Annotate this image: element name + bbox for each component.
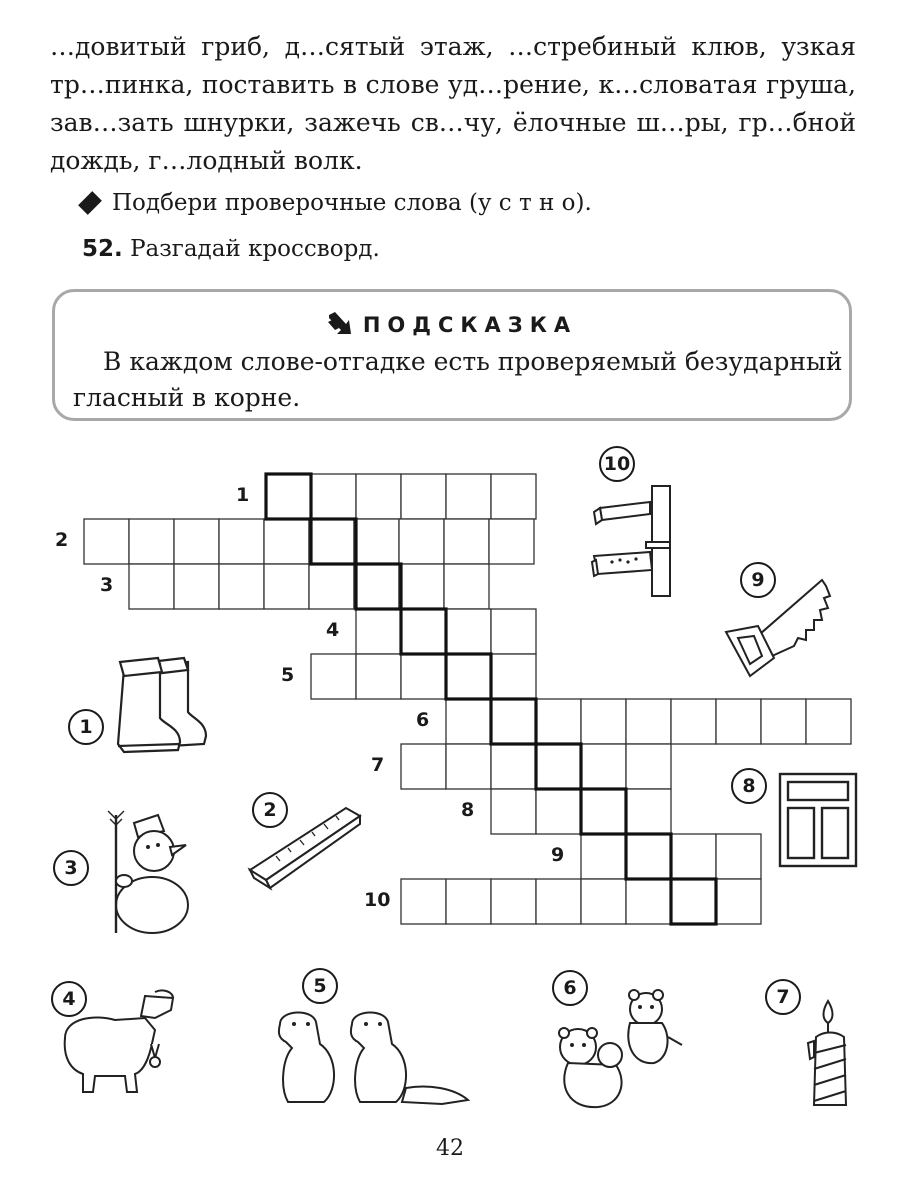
- crossword-cell[interactable]: [716, 699, 761, 744]
- felt-boots-icon: [110, 652, 210, 757]
- crossword-cell[interactable]: [491, 654, 536, 699]
- saw-icon: [722, 574, 842, 684]
- bear-cubs-icon: [550, 985, 685, 1113]
- crossword-cell[interactable]: [399, 519, 444, 564]
- row-label-5: 5: [281, 664, 295, 686]
- exercise-line-3: зав…зать шнурки, зажечь св…чу, ёлочные ш…ры, гр…бной: [50, 108, 856, 137]
- crossword-cell[interactable]: [491, 474, 536, 519]
- picture-number-2: 2: [252, 792, 288, 828]
- crossword-cell[interactable]: [174, 519, 219, 564]
- crossword-cell[interactable]: [219, 564, 264, 609]
- crossword-cell[interactable]: [671, 699, 716, 744]
- crossword-cell[interactable]: [356, 654, 401, 699]
- picture-number-9: 9: [740, 562, 776, 598]
- beavers-icon: [272, 1004, 472, 1108]
- crossword-cell[interactable]: [761, 699, 806, 744]
- row-label-7: 7: [371, 754, 385, 776]
- crossword-cell[interactable]: [401, 744, 446, 789]
- crossword-cell[interactable]: [446, 654, 491, 699]
- crossword-cell[interactable]: [491, 879, 536, 924]
- arrow-down-right-icon: [327, 312, 353, 336]
- crossword-cell[interactable]: [446, 699, 491, 744]
- picture-number-1: 1: [68, 709, 104, 745]
- crossword-cell[interactable]: [536, 789, 581, 834]
- picture-number-3: 3: [53, 850, 89, 886]
- hint-text: [73, 344, 843, 416]
- crossword-cell[interactable]: [581, 789, 626, 834]
- row-label-8: 8: [461, 799, 475, 821]
- crossword-cell[interactable]: [536, 879, 581, 924]
- picture-number-4: 4: [51, 981, 87, 1017]
- row-label-2: 2: [55, 529, 69, 551]
- hint-line-1: В каждом слове-отгадке есть проверяемый безударный: [103, 347, 843, 376]
- picture-number-5: 5: [302, 968, 338, 1004]
- crossword-key-cell[interactable]: [401, 609, 446, 654]
- row-label-10: 10: [364, 889, 391, 911]
- crossword-cell[interactable]: [129, 564, 174, 609]
- hint-title: [55, 312, 849, 338]
- exercise-line-4: дождь, г…лодный волк.: [50, 146, 363, 175]
- crossword-cell[interactable]: [671, 879, 716, 924]
- crossword-cell[interactable]: [356, 474, 401, 519]
- hint-box: [52, 289, 852, 421]
- crossword-cell[interactable]: [444, 519, 489, 564]
- crossword-key-cell[interactable]: [581, 789, 626, 834]
- crossword-cell[interactable]: [401, 474, 446, 519]
- crossword-cell[interactable]: [446, 879, 491, 924]
- bullet-instruction: [82, 186, 592, 220]
- crossword-cell[interactable]: [536, 699, 581, 744]
- crossword-cell[interactable]: [84, 519, 129, 564]
- crossword-cell[interactable]: [311, 474, 356, 519]
- row-label-6: 6: [416, 709, 430, 731]
- crossword-cell[interactable]: [626, 699, 671, 744]
- crossword-cell[interactable]: [446, 744, 491, 789]
- crossword-cell[interactable]: [491, 744, 536, 789]
- crossword-cell[interactable]: [354, 564, 399, 609]
- crossword-cell[interactable]: [354, 519, 399, 564]
- snowman-icon: [94, 805, 194, 935]
- crossword-cell[interactable]: [489, 519, 534, 564]
- crossword-cell[interactable]: [626, 789, 671, 834]
- exercise-line-1: …довитый гриб, д…сятый этаж, …стребиный клюв, узкая: [50, 32, 856, 61]
- crossword-cell[interactable]: [491, 609, 536, 654]
- crossword-cell[interactable]: [671, 834, 716, 879]
- crossword-cell[interactable]: [311, 654, 356, 699]
- crossword-cell[interactable]: [356, 609, 401, 654]
- crossword-cell[interactable]: [129, 519, 174, 564]
- bird-feeder-icon: [590, 482, 695, 602]
- crossword-cell[interactable]: [309, 519, 354, 564]
- crossword-cell[interactable]: [219, 519, 264, 564]
- crossword-cell[interactable]: [626, 744, 671, 789]
- picture-number-6: 6: [552, 970, 588, 1006]
- exercise-line-2: тр…пинка, поставить в слове уд…рение, к…словатая груша,: [50, 70, 856, 99]
- crossword-cell[interactable]: [581, 834, 626, 879]
- diamond-bullet-icon: [78, 191, 102, 215]
- crossword-cell[interactable]: [581, 744, 626, 789]
- row-label-4: 4: [326, 619, 340, 641]
- window-icon: [776, 770, 861, 870]
- crossword-key-cell[interactable]: [491, 699, 536, 744]
- hint-title-text: ПОДСКАЗКА: [362, 313, 578, 337]
- crossword-cell[interactable]: [264, 519, 309, 564]
- crossword-cell[interactable]: [581, 699, 626, 744]
- exercise-text: [50, 28, 856, 180]
- crossword-cell[interactable]: [716, 834, 761, 879]
- crossword-cell[interactable]: [491, 699, 536, 744]
- row-label-9: 9: [551, 844, 565, 866]
- crossword-cell[interactable]: [266, 474, 311, 519]
- crossword-key-cell[interactable]: [671, 879, 716, 924]
- crossword-cell[interactable]: [401, 654, 446, 699]
- ruler-icon: [246, 800, 366, 896]
- crossword-key-cell[interactable]: [446, 654, 491, 699]
- picture-number-8: 8: [731, 768, 767, 804]
- crossword-cell[interactable]: [446, 609, 491, 654]
- crossword-cell[interactable]: [444, 564, 489, 609]
- crossword-cell[interactable]: [401, 609, 446, 654]
- crossword-cell[interactable]: [806, 699, 851, 744]
- candle-icon: [804, 997, 854, 1111]
- crossword-cell[interactable]: [399, 564, 444, 609]
- crossword-cell[interactable]: [446, 474, 491, 519]
- crossword-cell[interactable]: [626, 879, 671, 924]
- page-number: 42: [436, 1136, 464, 1161]
- crossword-cell[interactable]: [401, 879, 446, 924]
- crossword-key-cell[interactable]: [311, 519, 356, 564]
- crossword-cell[interactable]: [626, 834, 671, 879]
- crossword-key-cell[interactable]: [266, 474, 311, 519]
- picture-number-10: 10: [599, 446, 635, 482]
- crossword-key-cell[interactable]: [536, 744, 581, 789]
- row-label-1: 1: [236, 484, 250, 506]
- task-text: Разгадай кроссворд.: [130, 236, 380, 262]
- crossword-cell[interactable]: [581, 879, 626, 924]
- crossword-cell[interactable]: [264, 564, 309, 609]
- crossword-cell[interactable]: [716, 879, 761, 924]
- crossword-key-cell[interactable]: [356, 564, 401, 609]
- task-header: [82, 232, 380, 266]
- crossword-cell[interactable]: [536, 744, 581, 789]
- crossword-key-cell[interactable]: [626, 834, 671, 879]
- goat-icon: [55, 988, 185, 1093]
- bullet-instruction-text: Подбери проверочные слова (у с т н о).: [112, 190, 592, 216]
- task-number: 52.: [82, 236, 123, 262]
- crossword-cell[interactable]: [491, 789, 536, 834]
- crossword-cell[interactable]: [174, 564, 219, 609]
- hint-line-2: гласный в корне.: [73, 383, 301, 412]
- row-label-3: 3: [100, 574, 114, 596]
- picture-number-7: 7: [765, 979, 801, 1015]
- crossword-cell[interactable]: [309, 564, 354, 609]
